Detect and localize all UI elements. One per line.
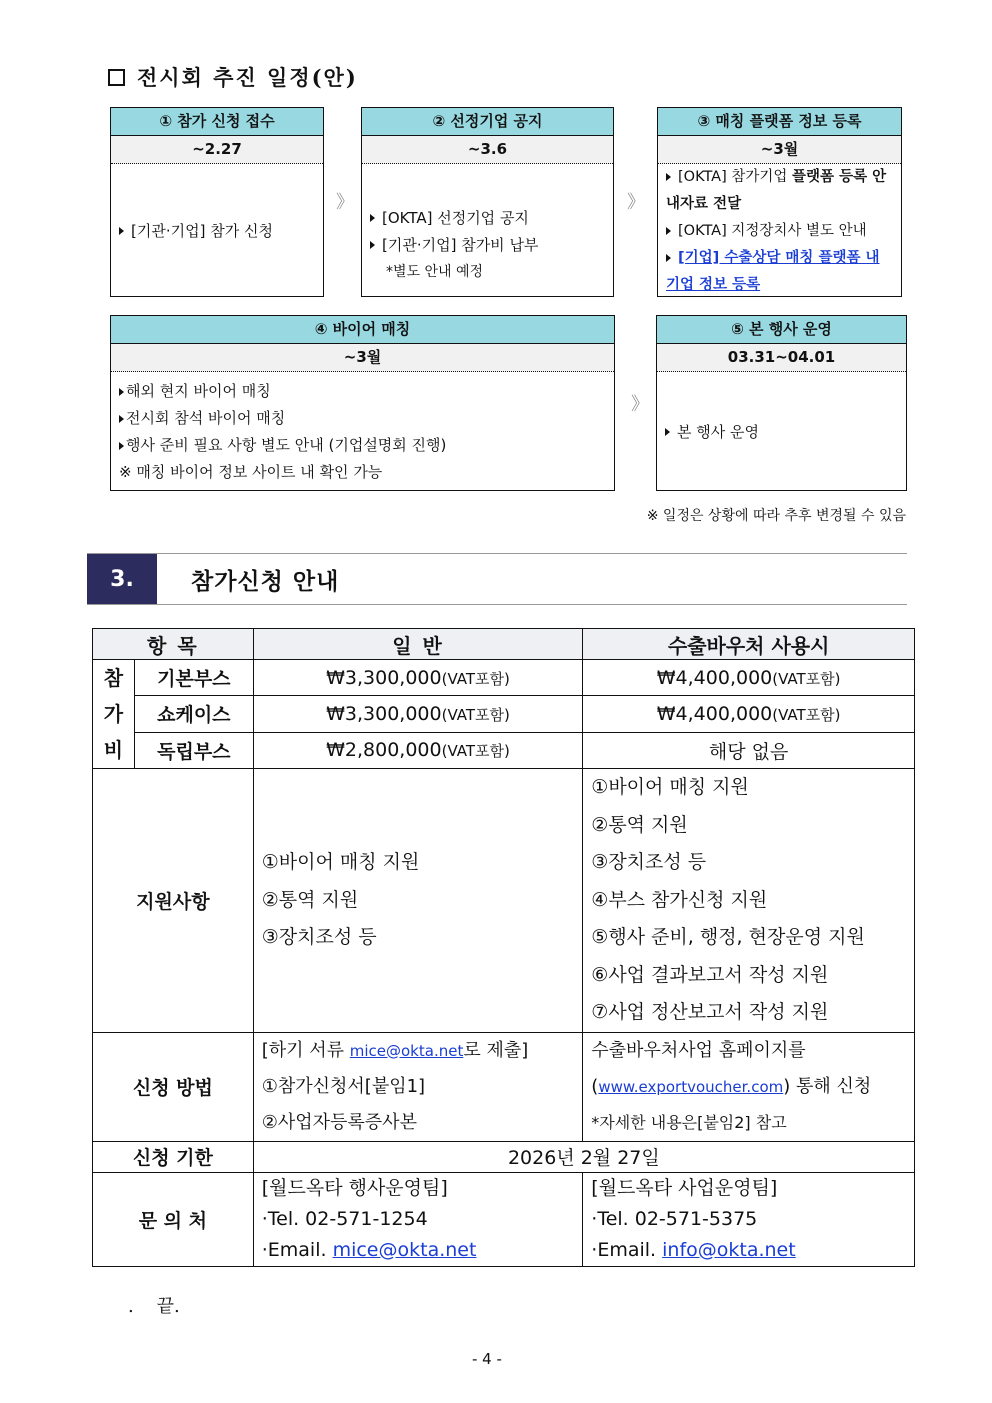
chevron-right-icon: 》 — [631, 394, 649, 415]
step-item: [기관·기업] 참가비 납부 — [370, 232, 605, 259]
step-date: ~2.27 — [111, 136, 323, 164]
step-item: [OKTA] 선정기업 공지 — [370, 205, 605, 232]
support-general: ①바이어 매칭 지원 ②통역 지원 ③장치조성 등 — [253, 769, 583, 1033]
fee-general: ₩2,800,000(VAT포함) — [253, 732, 583, 768]
schedule-footnote: ※ 일정은 상황에 따라 추후 변경될 수 있음 — [646, 508, 906, 524]
contact-label: 문 의 처 — [93, 1172, 254, 1266]
step-title: ④ 바이어 매칭 — [111, 316, 614, 344]
support-label: 지원사항 — [93, 769, 254, 1033]
schedule-step-5 — [656, 315, 907, 491]
email-link[interactable]: mice@okta.net — [332, 1238, 477, 1261]
chevron-right-icon: 》 — [336, 192, 354, 213]
table-row-support — [93, 769, 915, 1033]
fee-group-label: 참 가 비 — [93, 660, 135, 769]
fee-type: 기본부스 — [134, 660, 253, 696]
page-number: - 4 - — [472, 1350, 502, 1368]
step-title: ⑤ 본 행사 운영 — [657, 316, 906, 344]
fee-general: ₩3,300,000(VAT포함) — [253, 660, 583, 696]
contact-voucher: [월드옥타 사업운영팀] ·Tel. 02-571-5375 ·Email. info@okta.net — [583, 1172, 915, 1266]
bullet-triangle-icon — [666, 173, 671, 181]
method-label: 신청 방법 — [93, 1032, 254, 1141]
step-item: 전시회 참석 바이어 매칭 — [119, 405, 606, 432]
method-general: [하기 서류 mice@okta.net로 제출] ①참가신청서[붙임1] ②사업자등록증사본 — [253, 1032, 583, 1141]
bullet-triangle-icon — [665, 428, 670, 436]
application-info-table — [92, 628, 915, 1267]
chapter-title: 참가신청 안내 — [191, 568, 340, 595]
step-date: ~3.6 — [362, 136, 613, 164]
step-item: 행사 준비 필요 사항 별도 안내 (기업설명회 진행) — [119, 432, 606, 459]
schedule-step-3 — [657, 107, 902, 297]
step-item: [기관·기업] 참가 신청 — [119, 218, 315, 245]
table-row-contact — [93, 1172, 915, 1266]
schedule-heading-text: 전시회 추진 일정(안) — [137, 65, 358, 90]
table-row — [93, 660, 915, 696]
deadline-value: 2026년 2월 27일 — [253, 1141, 914, 1172]
fee-voucher: ₩4,400,000(VAT포함) — [583, 660, 915, 696]
schedule-step-2 — [361, 107, 614, 297]
step-item: [OKTA] 참가기업 플랫폼 등록 안내자료 전달 — [666, 169, 887, 212]
schedule-step-1 — [110, 107, 324, 297]
fee-voucher: 해당 없음 — [583, 732, 915, 768]
bullet-triangle-icon — [370, 241, 375, 249]
step-item: 본 행사 운영 — [665, 419, 898, 446]
step-item: 해외 현지 바이어 매칭 — [119, 378, 606, 405]
header-voucher: 수출바우처 사용시 — [583, 629, 915, 660]
end-mark: . 끝. — [128, 1296, 180, 1317]
bullet-triangle-icon — [119, 442, 124, 450]
step-date: ~3월 — [111, 344, 614, 372]
bullet-triangle-icon — [119, 415, 124, 423]
bullet-triangle-icon — [370, 214, 375, 222]
website-link[interactable]: www.exportvoucher.com — [598, 1077, 784, 1096]
schedule-step-4 — [110, 315, 615, 491]
chevron-right-icon: 》 — [627, 192, 645, 213]
table-row — [93, 696, 915, 732]
fee-type: 쇼케이스 — [134, 696, 253, 732]
bullet-triangle-icon — [119, 388, 124, 396]
fee-type: 독립부스 — [134, 732, 253, 768]
chapter-heading — [87, 553, 907, 605]
contact-general: [월드옥타 행사운영팀] ·Tel. 02-571-1254 ·Email. mice@okta.net — [253, 1172, 583, 1266]
step-date: 03.31~04.01 — [657, 344, 906, 372]
deadline-label: 신청 기한 — [93, 1141, 254, 1172]
fee-general: ₩3,300,000(VAT포함) — [253, 696, 583, 732]
bullet-triangle-icon — [666, 227, 671, 235]
step-item-link[interactable]: [기업] 수출상담 매칭 플랫폼 내 기업 정보 등록 — [666, 250, 880, 293]
table-row — [93, 732, 915, 768]
chapter-number: 3. — [87, 554, 157, 604]
step-title: ② 선정기업 공지 — [362, 108, 613, 136]
method-voucher: 수출바우처사업 홈페이지를 (www.exportvoucher.com) 통해 신청 *자세한 내용은[붙임2] 참고 — [583, 1032, 915, 1141]
step-date: ~3월 — [658, 136, 901, 164]
table-row-deadline — [93, 1141, 915, 1172]
bullet-triangle-icon — [119, 227, 124, 235]
schedule-heading — [108, 62, 358, 92]
support-voucher: ①바이어 매칭 지원 ②통역 지원 ③장치조성 등 ④부스 참가신청 지원 ⑤행사 준비, 행정, 현장운영 지원 ⑥사업 결과보고서 작성 지원 ⑦사업 정산보고서 작성 지원 — [583, 769, 915, 1033]
step-item: [OKTA] 지정장치사 별도 안내 — [666, 218, 893, 245]
step-note: *별도 안내 예정 — [386, 263, 484, 280]
step-title: ③ 매칭 플랫폼 정보 등록 — [658, 108, 901, 136]
header-general: 일 반 — [253, 629, 583, 660]
table-row-method — [93, 1032, 915, 1141]
header-item: 항 목 — [93, 629, 254, 660]
bullet-triangle-icon — [666, 254, 671, 262]
checkbox-square-icon — [108, 69, 125, 86]
table-header-row — [93, 629, 915, 660]
email-link[interactable]: info@okta.net — [662, 1238, 796, 1261]
step-title: ① 참가 신청 접수 — [111, 108, 323, 136]
step-note: ※ 매칭 바이어 정보 사이트 내 확인 가능 — [119, 463, 383, 481]
email-link[interactable]: mice@okta.net — [349, 1041, 464, 1060]
fee-voucher: ₩4,400,000(VAT포함) — [583, 696, 915, 732]
